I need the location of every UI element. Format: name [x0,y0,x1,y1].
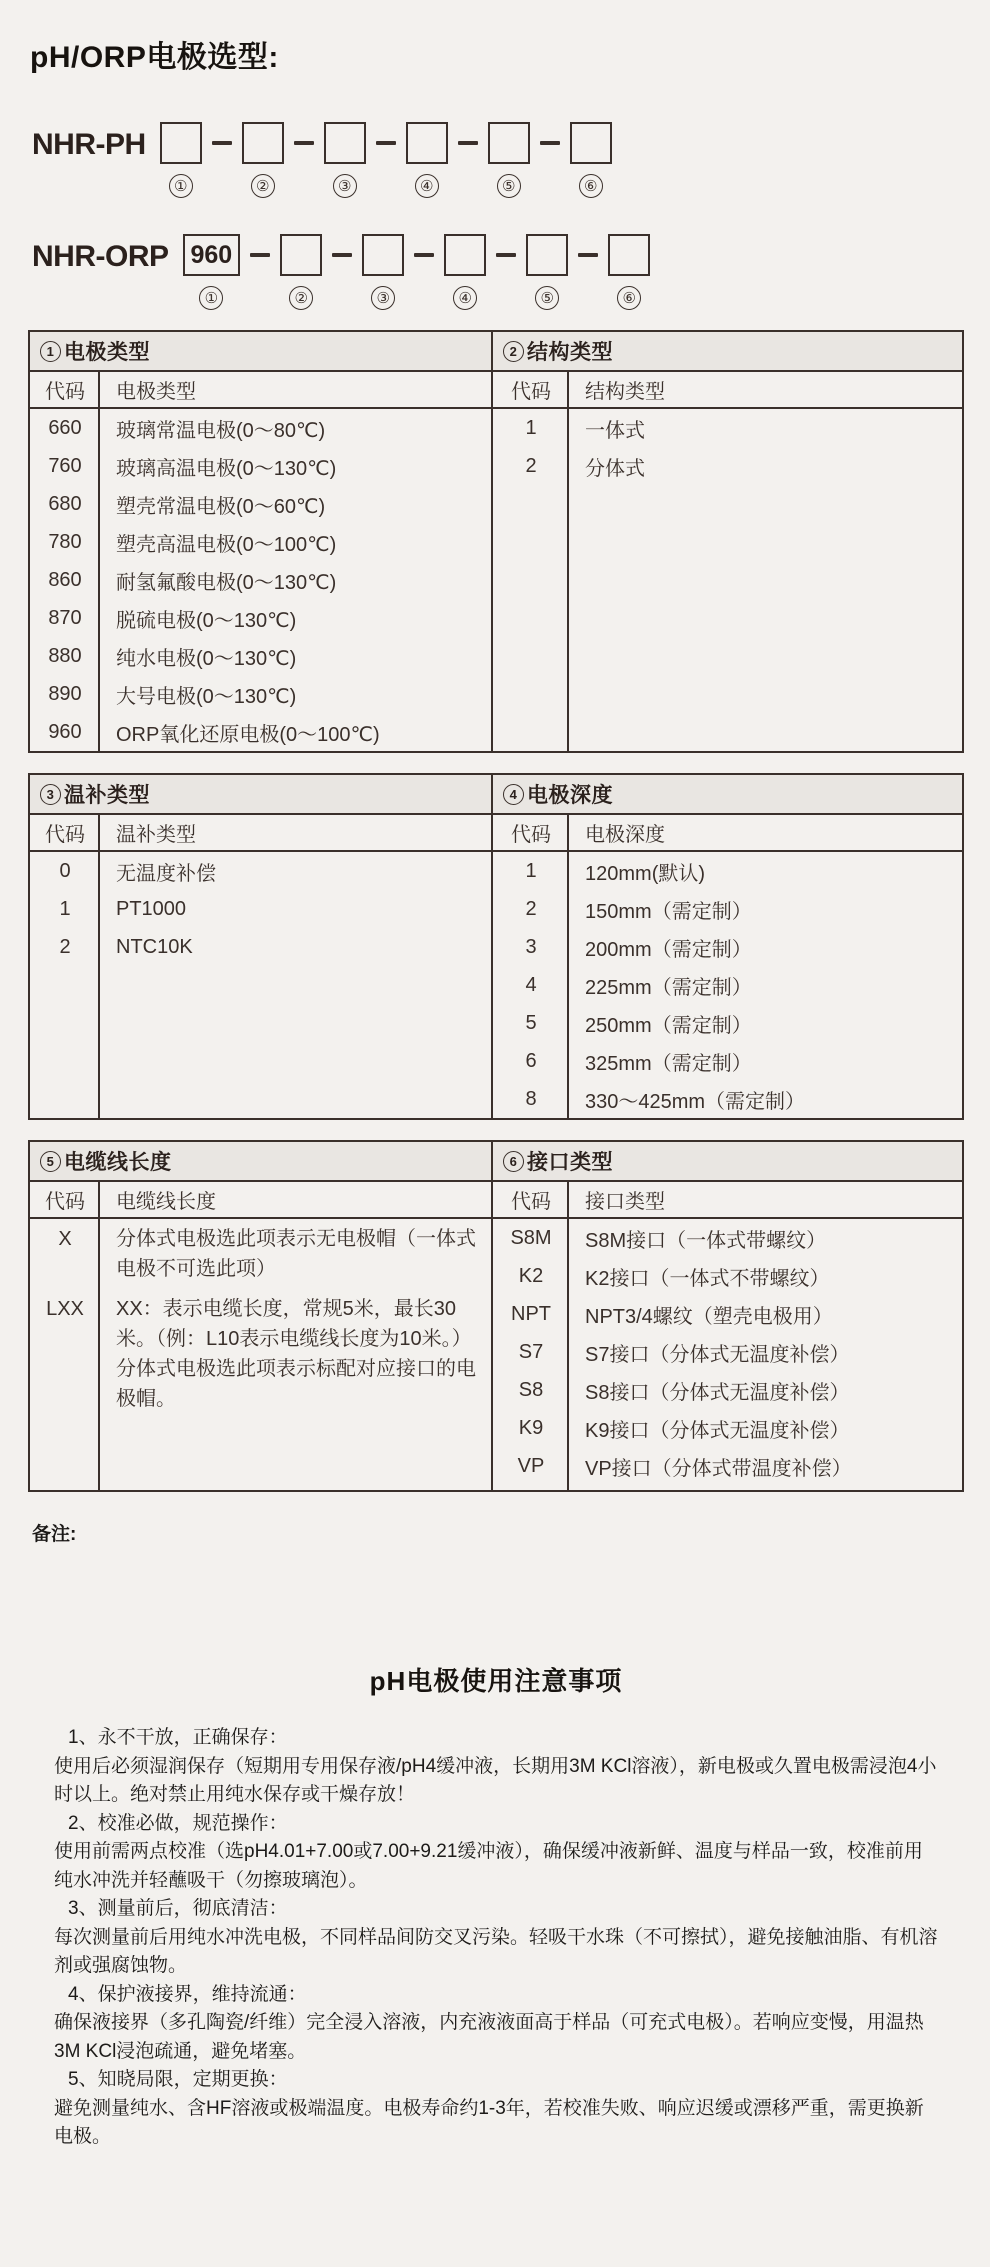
model-segment [404,234,486,310]
table-row [493,966,962,1004]
desc-cell: PT1000 [116,897,187,920]
column-header-code: 代码 [493,372,569,408]
table-row [493,1042,962,1080]
circled-number-label: ④ [453,286,477,310]
desc-cell: 塑壳常温电极(0～60℃) [116,495,326,518]
table-title: 接口类型 [527,1151,613,1174]
column-divider [98,1182,100,1490]
table-row [493,1218,962,1257]
dash-separator [294,141,314,145]
table-body [493,851,962,1118]
column-divider [567,1182,569,1490]
code-cell: 8 [525,1087,537,1110]
desc-cell: VP接口（分体式带温度补偿） [585,1457,852,1480]
desc-cell: 225mm（需定制） [585,976,752,999]
desc-cell: 325mm（需定制） [585,1052,752,1075]
column-header-type: 电极类型 [100,372,491,408]
precaution-body: 使用后必须湿润保存（短期用专用保存液/pH4缓冲液，长期用3M KCl溶液），新电极或久置电极需浸泡4小时以上。绝对禁止用纯水保存或干燥存放！ [54,1755,937,1806]
code-cell: 870 [48,606,82,629]
desc-cell: 脱硫电极(0～130℃) [116,609,297,632]
code-cell: 6 [525,1049,537,1072]
desc-cell: 一体式 [585,419,645,442]
precaution-item [54,1981,940,2067]
code-cell: 960 [48,720,82,743]
model-segment [486,234,568,310]
table-title: 电极深度 [527,784,613,807]
dash-separator [212,141,232,145]
dash-separator [496,253,516,257]
code-cell: 1 [525,859,537,882]
model-segment [366,122,448,198]
model-segment [284,122,366,198]
code-cell: 660 [48,416,82,439]
desc-cell: 250mm（需定制） [585,1014,752,1037]
column-header-type: 电极深度 [569,815,962,851]
code-box [160,122,202,164]
precaution-item [54,1724,940,1810]
desc-cell: S8接口（分体式无温度补偿） [585,1381,850,1404]
column-header-row [493,372,962,408]
code-box [488,122,530,164]
column-header-code: 代码 [30,815,100,851]
column-header-code: 代码 [30,372,100,408]
column-divider [567,372,569,751]
desc-cell: K2接口（一体式不带螺纹） [585,1267,830,1290]
code-cell: 780 [48,530,82,553]
code-box-column [444,234,486,310]
table-title-band [30,1142,491,1182]
column-header-type: 温补类型 [100,815,491,851]
table-row [493,1371,962,1409]
desc-cell: 塑壳高温电极(0～100℃) [116,533,337,556]
circled-number: 4 [503,784,524,805]
table-row [493,1447,962,1485]
code-box [406,122,448,164]
table-row [493,928,962,966]
code-box [444,234,486,276]
precaution-body: 每次测量前后用纯水冲洗电极，不同样品间防交叉污染。轻吸干水珠（不可擦拭），避免接触油脂、有机溶剂或强腐蚀物。 [54,1926,938,1977]
code-cell: 890 [48,682,82,705]
code-box-column [160,122,202,198]
column-header-type: 接口类型 [569,1182,962,1218]
table-row [493,1295,962,1333]
column-header-row [493,815,962,851]
table-title: 温补类型 [64,784,150,807]
precaution-item [54,1895,940,1981]
desc-cell: 120mm(默认) [585,862,706,885]
desc-cell: 150mm（需定制） [585,900,752,923]
circled-number: 3 [40,784,61,805]
desc-cell: NPT3/4螺纹（塑壳电极用） [585,1305,833,1328]
precaution-body: 避免测量纯水、含HF溶液或极端温度。电极寿命约1-3年，若校准失败、响应迟缓或漂移严重，需更换新电极。 [54,2097,924,2148]
code-cell: 880 [48,644,82,667]
table-interface-type [493,1142,962,1490]
code-box-column [183,234,241,310]
desc-cell: K9接口（分体式无温度补偿） [585,1419,850,1442]
code-cell: 3 [525,935,537,958]
code-box-column [280,234,322,310]
model-segment [530,122,612,198]
code-box [280,234,322,276]
code-box-column [362,234,404,310]
model-segment [202,122,284,198]
precaution-body: 使用前需两点校准（选pH4.01+7.00或7.00+9.21缓冲液），确保缓冲液新鲜、温度与样品一致，校准前用纯水冲洗并轻蘸吸干（勿擦玻璃泡）。 [54,1841,923,1891]
code-box [570,122,612,164]
code-box [324,122,366,164]
code-cell: 2 [525,897,537,920]
desc-cell: 耐氢氟酸电极(0～130℃) [116,571,337,594]
precaution-heading: 5、知晓局限，定期更换： [68,2069,288,2091]
code-cell: 1 [525,416,537,439]
desc-cell: NTC10K [116,935,193,958]
table-row [493,1004,962,1042]
column-header-type: 结构类型 [569,372,962,408]
code-cell: X [58,1228,72,1250]
column-header-code: 代码 [493,1182,569,1218]
model-segment [448,122,530,198]
model-code-row-orp [32,234,964,310]
model-segment [240,234,322,310]
precaution-heading: 4、保护液接界，维持流通： [68,1983,307,2005]
column-header-code: 代码 [30,1182,100,1218]
table-row [493,1080,962,1118]
circled-number-label: ① [199,286,223,310]
circled-number-label: ③ [371,286,395,310]
model-segment [322,234,404,310]
column-header-row [493,1182,962,1218]
code-box-column [526,234,568,310]
circled-number: 5 [40,1151,61,1172]
code-box [362,234,404,276]
precaution-heading: 2、校准必做，规范操作： [68,1812,288,1834]
code-cell: S8M [510,1226,552,1249]
circled-number-label: ④ [415,174,439,198]
dash-separator [332,253,352,257]
circled-number-label: ⑥ [579,174,603,198]
code-cell: K9 [518,1416,544,1439]
circled-number: 6 [503,1151,524,1172]
table-title: 结构类型 [527,341,613,364]
model-code-row-ph [32,122,964,198]
table-block-1 [28,330,964,753]
code-cell: 2 [525,454,537,477]
table-electrode-type [30,332,493,751]
dash-separator [578,253,598,257]
desc-cell: XX：表示电缆长度，常规5米，最长30米。（例：L10表示电缆线长度为10米。）分体式电极选此项表示标配对应接口的电极帽。 [116,1298,476,1410]
circled-number-label: ② [289,286,313,310]
circled-number-label: ③ [333,174,357,198]
table-block-2 [28,773,964,1120]
desc-cell: S7接口（分体式无温度补偿） [585,1343,850,1366]
table-structure-type [493,332,962,751]
table-title-band [493,1142,962,1182]
table-row [493,408,962,447]
code-cell: 860 [48,568,82,591]
circled-number-label: ① [169,174,193,198]
desc-cell: 玻璃高温电极(0～130℃) [116,457,337,480]
code-box-column [324,122,366,198]
precaution-heading: 3、测量前后，彻底清洁： [68,1898,288,1920]
table-row [493,447,962,485]
table-row [493,1409,962,1447]
table-electrode-depth [493,775,962,1118]
dash-separator [540,141,560,145]
table-temp-compensation [30,775,493,1118]
desc-cell: 200mm（需定制） [585,938,752,961]
precautions-list [54,1724,940,2152]
desc-cell: 330～425mm（需定制） [585,1090,806,1113]
code-box [242,122,284,164]
model-segments-ph [160,122,612,198]
code-box-column [242,122,284,198]
code-cell: VP [517,1454,545,1477]
table-title-band [493,775,962,815]
precaution-item [54,2066,940,2152]
code-cell: 2 [59,935,71,958]
code-cell: 4 [525,973,537,996]
code-cell: 1 [59,897,71,920]
circled-number-label: ② [251,174,275,198]
remarks-section [32,1520,964,1549]
desc-cell: 大号电极(0～130℃) [116,685,297,708]
desc-cell: ORP氧化还原电极(0～100℃) [116,723,380,746]
table-title-band [30,332,491,372]
model-segment [183,234,241,310]
precaution-heading: 1、永不干放，正确保存： [68,1727,288,1749]
code-box-column [608,234,650,310]
code-box-column [488,122,530,198]
table-body [493,1218,962,1485]
dash-separator [250,253,270,257]
table-row [493,1333,962,1371]
table-title: 电缆线长度 [64,1151,172,1174]
model-prefix-orp: NHR-ORP [32,240,169,273]
circled-number: 2 [503,341,524,362]
column-divider [98,815,100,1118]
column-divider [567,815,569,1118]
circled-number: 1 [40,341,61,362]
code-cell: LXX [46,1298,84,1320]
column-divider [98,372,100,751]
dash-separator [376,141,396,145]
remarks-title: 备注: [32,1524,77,1545]
circled-number-label: ⑤ [497,174,521,198]
table-row [493,1257,962,1295]
table-title: 电极类型 [64,341,150,364]
desc-cell: 分体式 [585,457,645,480]
model-prefix-ph: NHR-PH [32,128,146,161]
desc-cell: 分体式电极选此项表示无电极帽（一体式电极不可选此项） [116,1228,476,1280]
model-segment [160,122,202,198]
circled-number-label: ⑥ [617,286,641,310]
desc-cell: 纯水电极(0～130℃) [116,647,297,670]
column-header-type: 电缆线长度 [100,1182,491,1218]
precautions-title: pH电极使用注意事项 [369,1666,623,1697]
dash-separator [458,141,478,145]
table-title-band [493,332,962,372]
table-title-band [30,775,491,815]
code-cell: NPT [511,1302,551,1325]
code-cell: 760 [48,454,82,477]
code-box-column [570,122,612,198]
code-box-column [406,122,448,198]
column-header-code: 代码 [493,815,569,851]
table-row [493,851,962,890]
model-segment [568,234,650,310]
circled-number-label: ⑤ [535,286,559,310]
table-cable-length [30,1142,493,1490]
code-cell: S8 [518,1378,544,1401]
table-body [493,408,962,485]
code-cell: 0 [59,859,71,882]
code-cell: 5 [525,1011,537,1034]
code-box: 960 [183,234,241,276]
code-cell: 680 [48,492,82,515]
desc-cell: S8M接口（一体式带螺纹） [585,1229,827,1252]
code-cell: S7 [518,1340,544,1363]
code-cell: K2 [518,1264,544,1287]
precaution-body: 确保液接界（多孔陶瓷/纤维）完全浸入溶液，内充液液面高于样品（可充式电极）。若响应变慢，用温热3M KCl浸泡疏通，避免堵塞。 [54,2012,924,2062]
code-box [526,234,568,276]
table-row [493,890,962,928]
dash-separator [414,253,434,257]
code-box [608,234,650,276]
table-block-3 [28,1140,964,1492]
page-title: pH/ORP电极选型: [30,41,279,74]
model-segments-orp [183,234,651,310]
precaution-item [54,1810,940,1896]
desc-cell: 无温度补偿 [116,862,216,885]
desc-cell: 玻璃常温电极(0～80℃) [116,419,326,442]
